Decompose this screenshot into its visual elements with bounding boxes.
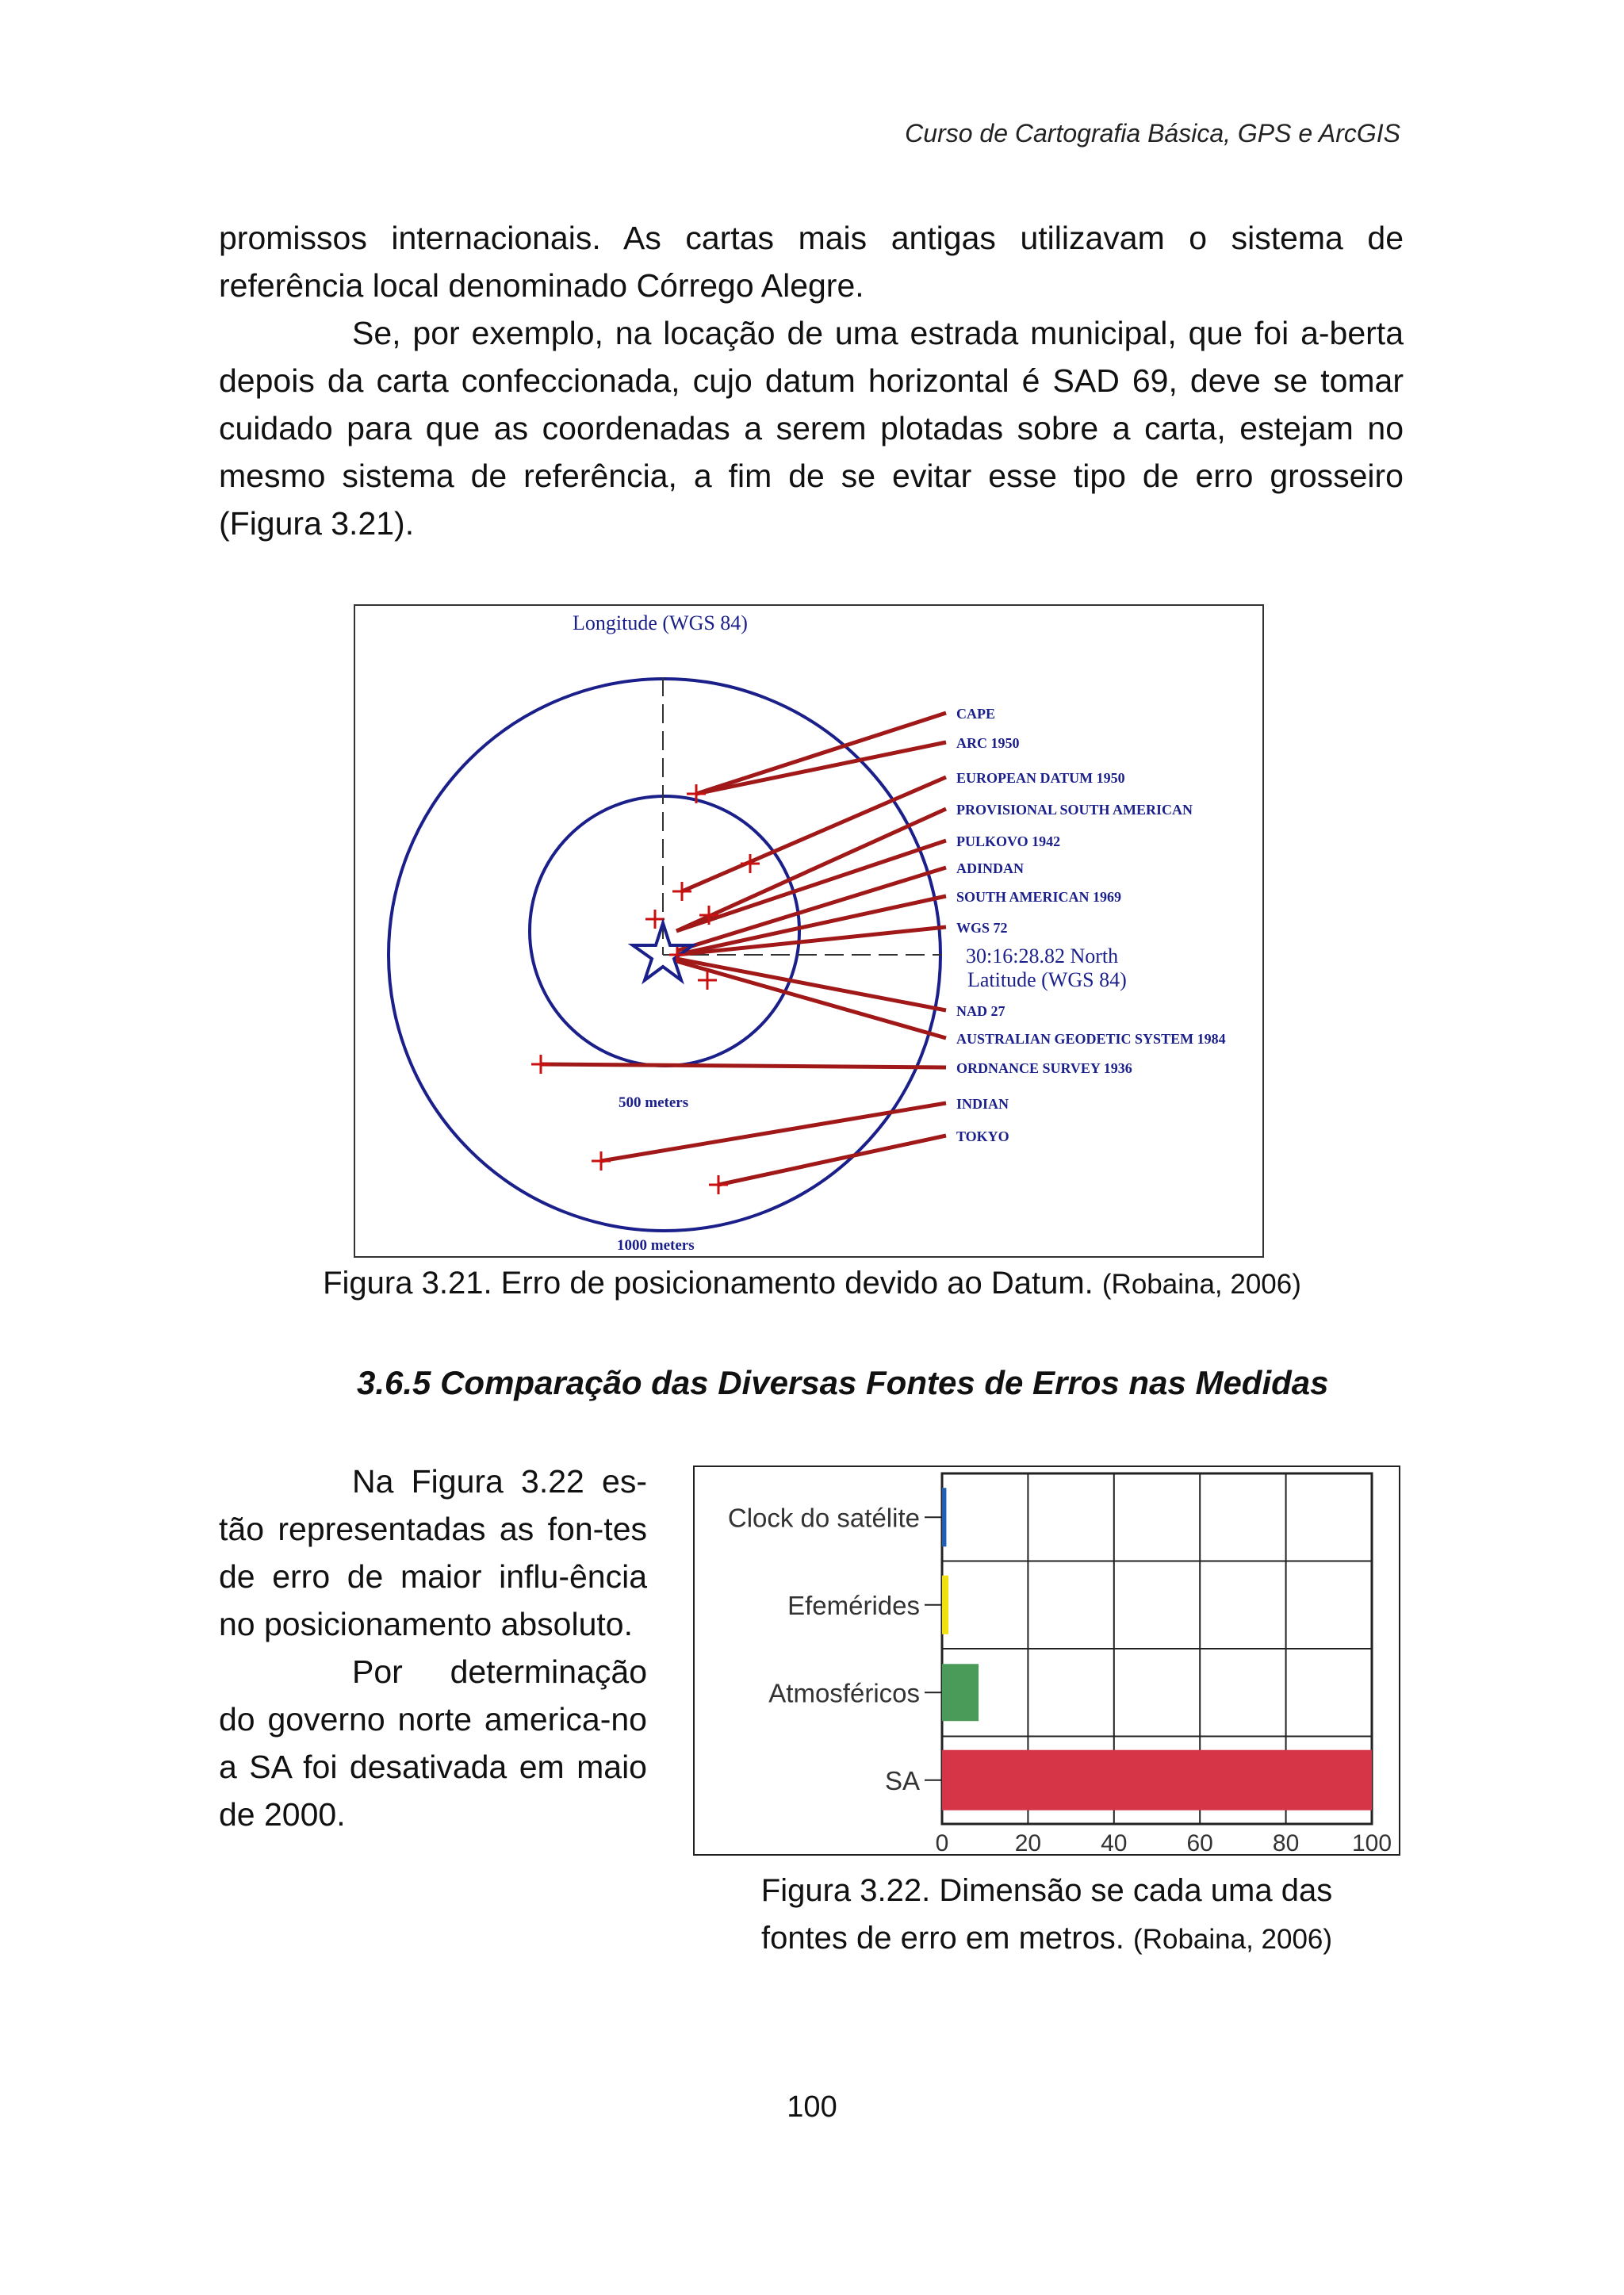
datum-label: ADINDAN [956, 860, 1024, 876]
marker-ordnance [531, 1055, 550, 1074]
vector-arc-1950 [696, 742, 946, 794]
marker-european [672, 882, 691, 901]
ring-inner-label: 500 meters [619, 1094, 689, 1111]
paragraph-1: promissos internacionais. As cartas mais antigas utilizavam o sistema de referência local denominado Córrego Alegre. [219, 220, 1404, 304]
datum-diagram [355, 606, 1262, 1256]
figure2-caption-line1: Figura 3.22. Dimensão se cada uma das [760, 1873, 1333, 1908]
figure2-caption-line2: fontes de erro em metros. [760, 1921, 1124, 1956]
running-header: Curso de Cartografia Básica, GPS e ArcGIS [905, 119, 1400, 148]
datum-label: NAD 27 [956, 1003, 1005, 1019]
marker-tokyo [709, 1175, 728, 1194]
figure1-caption-source: (Robaina, 2006) [1101, 1269, 1301, 1300]
vector-indian [601, 1103, 946, 1161]
datum-label: WGS 72 [956, 920, 1008, 936]
paragraph-2: Se, por exemplo, na locação de uma estrada municipal, que foi a-berta depois da carta confeccionada, cujo datum horizontal é SAD 69, deve se tomar cuidado para que as coordenadas a serem plotadas sobre a carta, estejam no mesmo sistema de referência, a fim de se evitar esse tipo de erro grosseiro (Figura 3.21). [219, 315, 1404, 542]
vector-cape [696, 713, 946, 794]
vector-european-1950 [682, 777, 946, 891]
marker-indian [592, 1151, 611, 1170]
x-tick-label: 40 [1101, 1830, 1128, 1854]
x-tick-label: 20 [1014, 1830, 1042, 1854]
figure1-caption-text: Figura 3.21. Erro de posicionamento devido ao Datum. [323, 1266, 1094, 1301]
datum-markers [531, 784, 760, 1194]
vector-tokyo [718, 1136, 946, 1185]
side-paragraph-2: Por determinação do governo norte america-no a SA foi desativada em maio de 2000. [219, 1653, 647, 1833]
bar [942, 1576, 948, 1634]
datum-label: AUSTRALIAN GEODETIC SYSTEM 1984 [956, 1031, 1226, 1047]
body-text-top [219, 214, 1404, 547]
datum-label: EUROPEAN DATUM 1950 [956, 770, 1125, 786]
error-vectors [541, 713, 946, 1185]
datum-label: CAPE [956, 706, 995, 722]
vector-ags-1984 [676, 961, 946, 1038]
datum-label: PULKOVO 1942 [956, 833, 1061, 849]
page-number: 100 [787, 2090, 837, 2124]
vector-adindan [676, 868, 946, 951]
vector-nad27 [676, 959, 946, 1010]
section-title: 3.6.5 Comparação das Diversas Fontes de Erros nas Medidas [357, 1364, 1329, 1401]
x-tick-label: 60 [1186, 1830, 1213, 1854]
error-sources-chart [695, 1467, 1399, 1854]
category-label: Clock do satélite [727, 1503, 920, 1533]
vector-pulkovo-1942 [676, 841, 946, 931]
bar [942, 1664, 979, 1721]
bar [942, 1750, 1372, 1810]
datum-label: ARC 1950 [956, 735, 1020, 751]
datum-label: TOKYO [956, 1128, 1009, 1144]
datum-label: INDIAN [956, 1096, 1009, 1112]
longitude-label: Longitude (WGS 84) [573, 611, 748, 634]
body-text-side [219, 1458, 647, 1838]
x-tick-label: 0 [935, 1830, 949, 1854]
datum-label: SOUTH AMERICAN 1969 [956, 889, 1122, 905]
vector-provisional-sa [676, 809, 946, 931]
category-label: Efemérides [787, 1590, 920, 1620]
side-paragraph-1: Na Figura 3.22 es-tão representadas as fon-tes de erro de maior influ-ência no posicionamento absoluto. [219, 1463, 647, 1642]
figure-datum-error [354, 604, 1264, 1258]
vector-ordnance-1936 [541, 1064, 946, 1067]
latitude-value: 30:16:28.82 North [966, 944, 1119, 967]
ring-outer-label: 1000 meters [617, 1237, 695, 1254]
x-tick-label: 100 [1351, 1830, 1392, 1854]
datum-labels [956, 706, 1226, 1144]
bar [942, 1488, 946, 1546]
figure2-caption [714, 1867, 1380, 1964]
datum-label: PROVISIONAL SOUTH AMERICAN [956, 802, 1193, 818]
vector-sa-1969 [676, 896, 946, 955]
figure1-caption [0, 1266, 1624, 1301]
vector-wgs72 [676, 927, 946, 955]
category-label: Atmosféricos [768, 1678, 920, 1708]
figure2-caption-source: (Robaina, 2006) [1133, 1924, 1333, 1955]
datum-label: ORDNANCE SURVEY 1936 [956, 1060, 1132, 1076]
x-tick-label: 80 [1272, 1830, 1300, 1854]
figure2-caption-line2-wrap [714, 1914, 1380, 1964]
latitude-label: Latitude (WGS 84) [967, 968, 1127, 991]
category-label: SA [884, 1765, 920, 1795]
figure-error-sources [693, 1466, 1400, 1856]
